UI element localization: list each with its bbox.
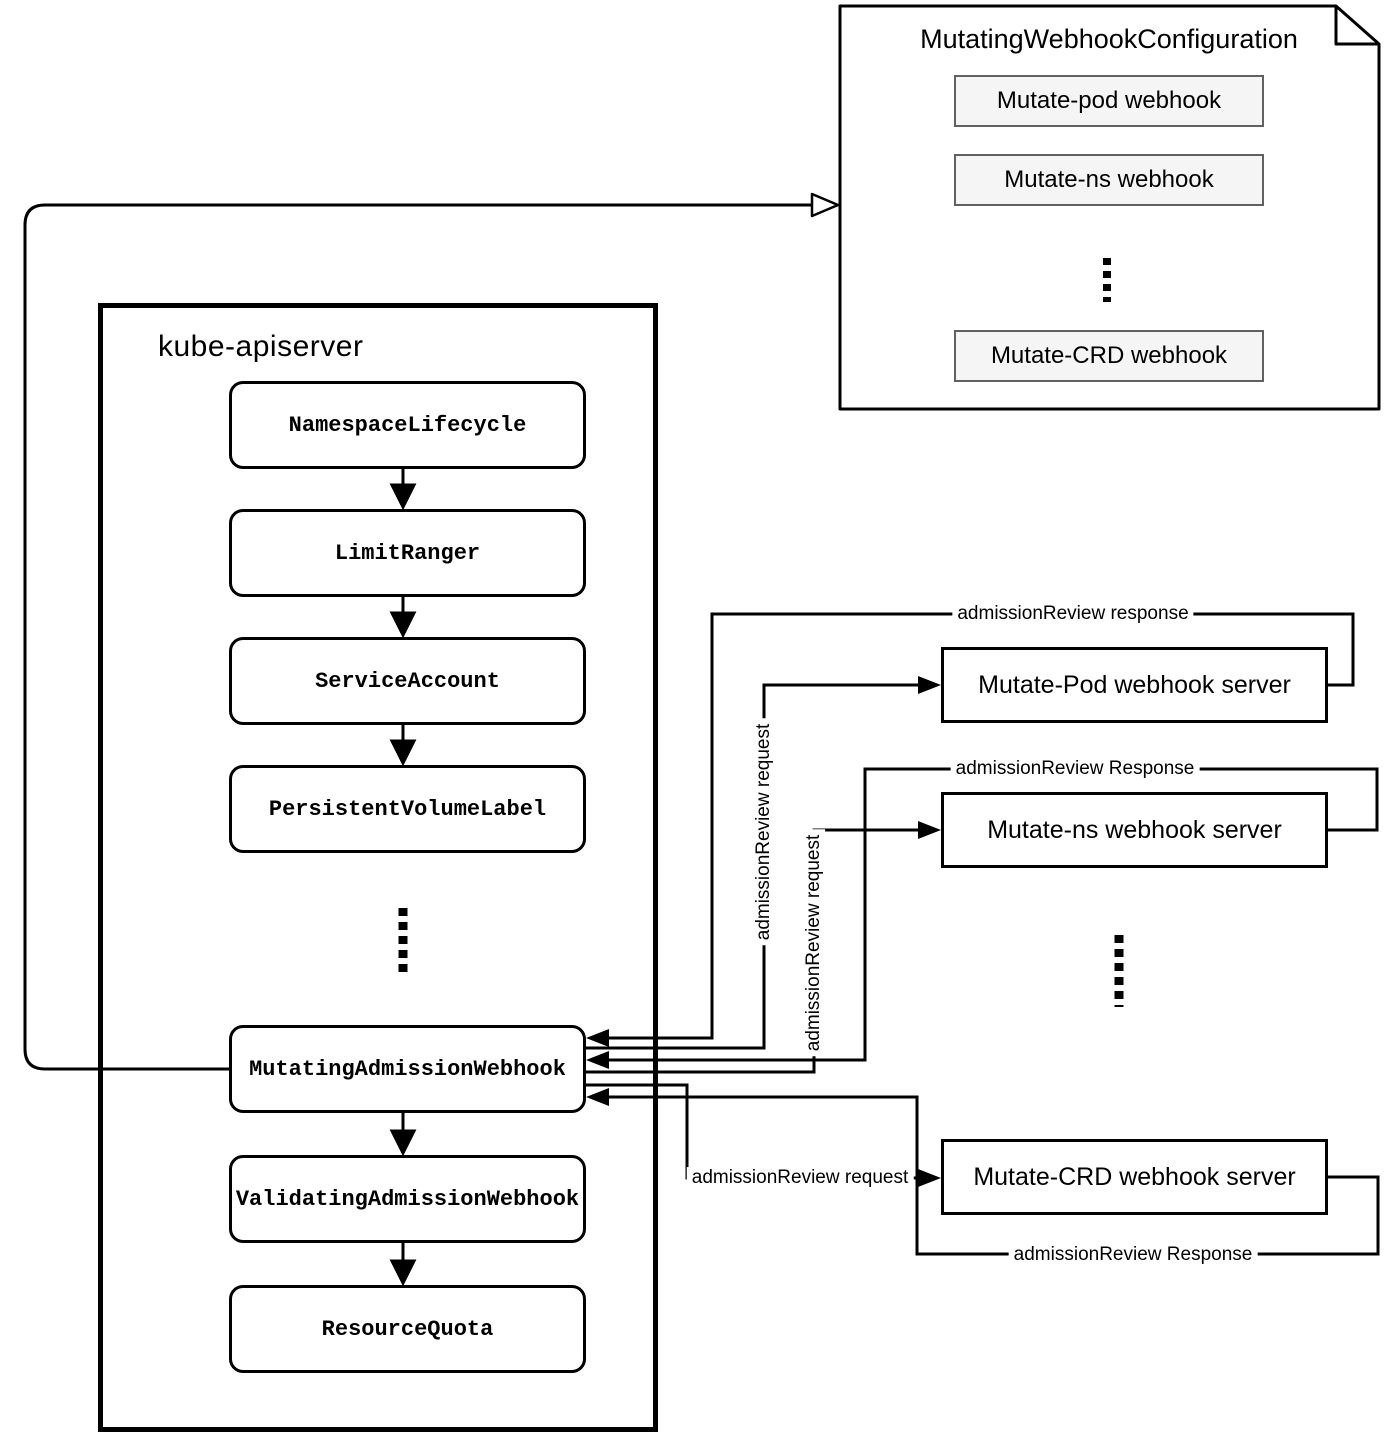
kube-apiserver-title: kube-apiserver [158, 330, 364, 363]
open-arrowhead [812, 194, 838, 216]
plugin-limitranger: LimitRanger [229, 509, 586, 597]
label-ns-request: admissionReview request [803, 830, 825, 1057]
label-crd-request: admissionReview request [687, 1167, 914, 1189]
label-crd-response: admissionReview Response [1009, 1244, 1258, 1266]
label-ns-response: admissionReview Response [951, 758, 1200, 780]
server-mutate-ns: Mutate-ns webhook server [941, 792, 1328, 868]
label-pod-request: admissionReview request [753, 719, 775, 946]
server-mutate-crd: Mutate-CRD webhook server [941, 1139, 1328, 1215]
kube-apiserver-box [98, 303, 658, 1432]
webhook-configuration-title: MutatingWebhookConfiguration [920, 24, 1298, 54]
plugin-resourcequota: ResourceQuota [229, 1285, 586, 1373]
server-mutate-pod: Mutate-Pod webhook server [941, 647, 1328, 723]
plugin-namespacelifecycle: NamespaceLifecycle [229, 381, 586, 469]
webhook-item-mutate-crd: Mutate-CRD webhook [954, 330, 1264, 382]
plugin-validatingadmissionwebhook: ValidatingAdmissionWebhook [229, 1155, 586, 1243]
webhook-item-mutate-pod: Mutate-pod webhook [954, 75, 1264, 127]
plugin-persistentvolumelabel: PersistentVolumeLabel [229, 765, 586, 853]
plugin-mutatingadmissionwebhook: MutatingAdmissionWebhook [229, 1025, 586, 1113]
label-pod-response: admissionReview response [952, 603, 1193, 625]
webhook-item-mutate-ns: Mutate-ns webhook [954, 154, 1264, 206]
plugin-serviceaccount: ServiceAccount [229, 637, 586, 725]
